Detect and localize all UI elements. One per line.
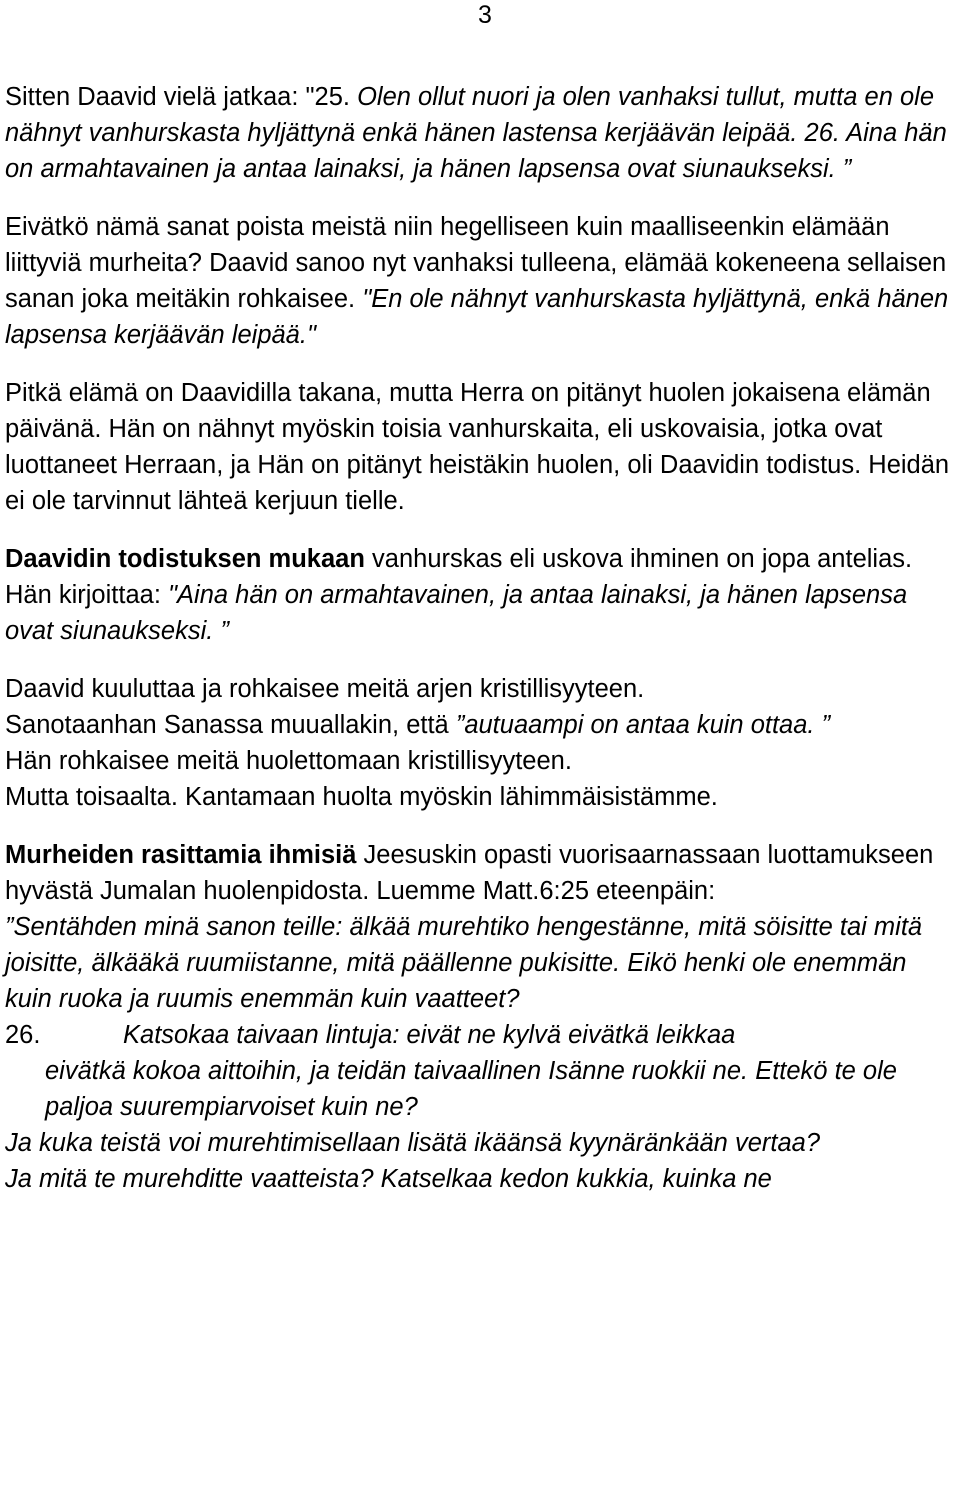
p6-intro (5, 837, 960, 909)
p6-quote: ”Sentähden minä sanon teille: älkää murehtiko hengestänne, mitä söisitte tai mitä joisitte, älkääkä ruumiistanne, mitä päällenne pukisitte. Eikö henki ole enemmän kuin ruoka ja ruumis enemmän kuin vaatteet? (5, 913, 923, 1013)
p1-quote: Olen ollut nuori ja olen vanhaksi tullut, mutta en ole nähnyt vanhurskasta hyljättynä enkä hänen lastensa kerjäävän leipää. 26. Aina hän on armahtavainen ja antaa lainaksi, ja hänen lapsensa ovat siunaukseksi. ” (5, 83, 947, 183)
p5-line2 (5, 707, 960, 743)
p5-line3: Hän rohkaisee meitä huolettomaan kristillisyyteen. (5, 747, 572, 775)
p4-text: vanhurskas eli uskova ihminen on jopa antelias. Hän kirjoittaa: (5, 545, 913, 609)
verse-26-rest: eivätkä kokoa aittoihin, ja teidän taivaallinen Isänne ruokkii ne. Ettekö te ole paljoa suurempiarvoiset kuin ne? (45, 1057, 897, 1121)
p2-text: Eivätkö nämä sanat poista meistä niin hegelliseen kuin maalliseenkin elämään liittyviä murheita? Daavid sanoo nyt vanhaksi tulleena, elämää kokeneena sellaisen sanan joka meitäkin rohkaisee. (5, 213, 947, 313)
p1-lead: Sitten Daavid vielä jatkaa: "25. (5, 83, 358, 111)
p6-bold: Murheiden rasittamia ihmisiä (5, 841, 357, 869)
p6-question-2: Ja kuka teistä voi murehtimisellaan lisätä ikäänsä kyynäränkään vertaa? (5, 1129, 821, 1157)
p2-quote: "En ole nähnyt vanhurskasta hyljättynä, enkä hänen lapsensa kerjäävän leipää." (5, 285, 949, 349)
p5-line2-text: Sanotaanhan Sanassa muuallakin, että (5, 711, 456, 739)
verse-26 (5, 1017, 960, 1053)
paragraph-4 (5, 541, 960, 649)
paragraph-3 (5, 375, 960, 519)
paragraph-2 (5, 209, 960, 353)
p5-line4: Mutta toisaalta. Kantamaan huolta myöskin lähimmäisistämme. (5, 783, 718, 811)
p4-bold: Daavidin todistuksen mukaan (5, 545, 365, 573)
p6-question-3: Ja mitä te murehditte vaatteista? Katselkaa kedon kukkia, kuinka ne (5, 1165, 772, 1193)
paragraph-6 (5, 837, 960, 1197)
p5-line2-quote: ”autuaampi on antaa kuin ottaa. ” (455, 711, 831, 739)
p4-quote: "Aina hän on armahtavainen, ja antaa lainaksi, ja hänen lapsensa ovat siunaukseksi. ” (5, 581, 908, 645)
verse-26-number: 26. (5, 1021, 41, 1049)
paragraph-5 (5, 671, 960, 815)
p5-line1: Daavid kuuluttaa ja rohkaisee meitä arjen kristillisyyteen. (5, 675, 645, 703)
p6-text: Jeesuskin opasti vuorisaarnassaan luottamukseen hyvästä Jumalan huolenpidosta. Luemme Matt.6:25 eteenpäin: (5, 841, 934, 905)
p3-text: Pitkä elämä on Daavidilla takana, mutta Herra on pitänyt huolen jokaisena elämän päivänä. Hän on nähnyt myöskin toisia vanhurskaita, eli uskovaisia, jotka ovat luottaneet Herraan, ja Hän on pitänyt heistäkin huolen, oli Daavidin todistus. Heidän ei ole tarvinnut lähteä kerjuun tielle. (5, 379, 950, 515)
verse-26-first-line: Katsokaa taivaan lintuja: eivät ne kylvä eivätkä leikkaa (123, 1021, 736, 1049)
paragraph-1 (5, 79, 960, 187)
document-body (5, 79, 960, 1197)
page-number: 3 (478, 1, 492, 29)
